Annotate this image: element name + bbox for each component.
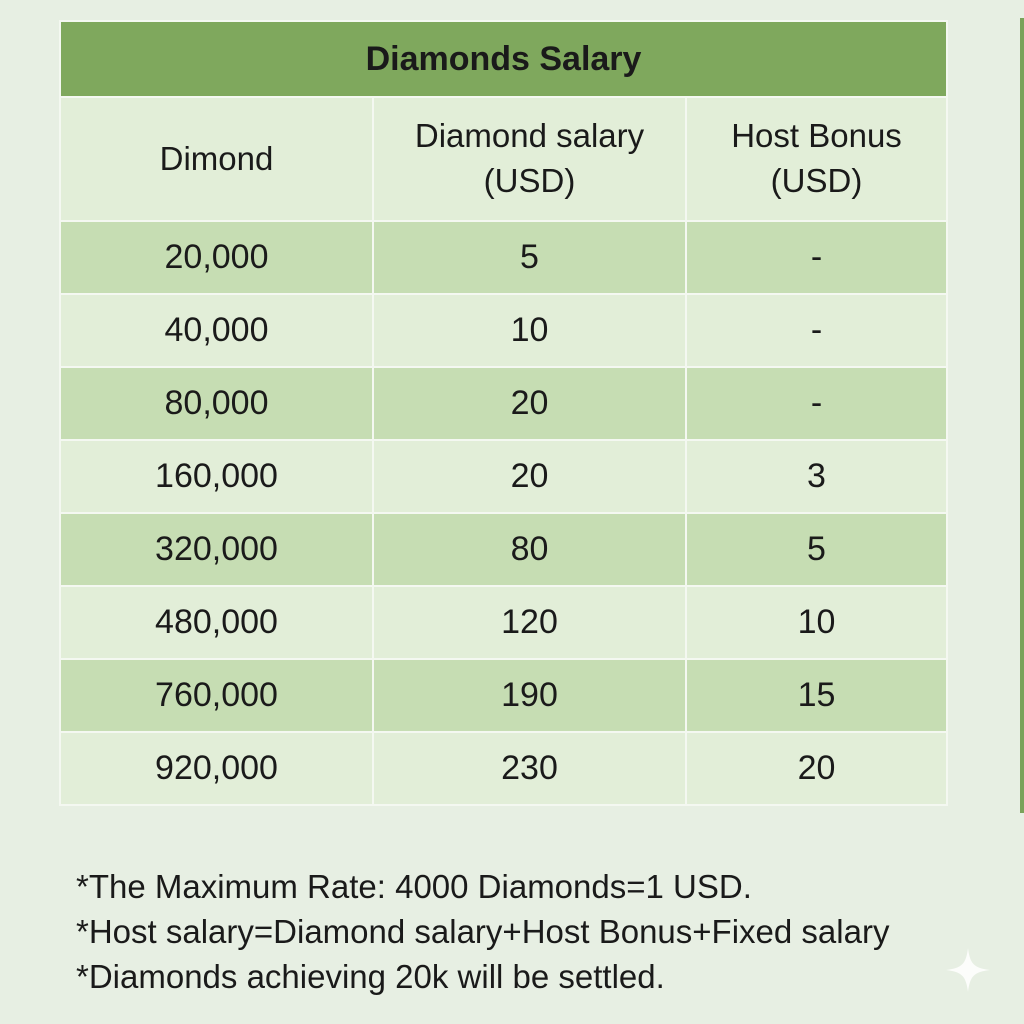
table-row: [60, 294, 947, 367]
column-header-host-bonus: Host Bonus (USD): [686, 97, 947, 221]
salary-table-container: [59, 20, 946, 806]
column-header-diamond-salary: Diamond salary (USD): [373, 97, 686, 221]
cell-diamonds: 480,000: [60, 586, 373, 659]
table-row: [60, 513, 947, 586]
cell-diamond-salary: 230: [373, 732, 686, 805]
cell-host-bonus: 20: [686, 732, 947, 805]
column-header-diamond: Dimond: [60, 97, 373, 221]
cell-host-bonus: 15: [686, 659, 947, 732]
cell-diamond-salary: 120: [373, 586, 686, 659]
cell-diamonds: 160,000: [60, 440, 373, 513]
cell-diamonds: 760,000: [60, 659, 373, 732]
footnote-settlement: *Diamonds achieving 20k will be settled.: [76, 958, 665, 995]
table-row: [60, 440, 947, 513]
sparkle-icon: [944, 946, 992, 994]
cell-diamond-salary: 5: [373, 221, 686, 294]
table-title-row: [60, 21, 947, 97]
table-row: [60, 367, 947, 440]
cell-host-bonus: 5: [686, 513, 947, 586]
table-title: Diamonds Salary: [60, 21, 947, 97]
salary-table: [59, 20, 948, 806]
footnote-max-rate: *The Maximum Rate: 4000 Diamonds=1 USD.: [76, 868, 752, 905]
cell-host-bonus: 10: [686, 586, 947, 659]
table-row: [60, 732, 947, 805]
cell-host-bonus: -: [686, 367, 947, 440]
cell-host-bonus: 3: [686, 440, 947, 513]
cell-diamonds: 20,000: [60, 221, 373, 294]
table-row: [60, 586, 947, 659]
cell-diamonds: 320,000: [60, 513, 373, 586]
cell-diamond-salary: 20: [373, 367, 686, 440]
table-row: [60, 659, 947, 732]
table-header-row: [60, 97, 947, 221]
cell-diamonds: 40,000: [60, 294, 373, 367]
right-edge-bar: [1020, 18, 1024, 813]
cell-diamond-salary: 10: [373, 294, 686, 367]
cell-diamond-salary: 20: [373, 440, 686, 513]
cell-diamonds: 80,000: [60, 367, 373, 440]
cell-host-bonus: -: [686, 294, 947, 367]
footnote-host-salary: *Host salary=Diamond salary+Host Bonus+Fixed salary: [76, 913, 890, 950]
cell-diamond-salary: 80: [373, 513, 686, 586]
cell-diamond-salary: 190: [373, 659, 686, 732]
cell-diamonds: 920,000: [60, 732, 373, 805]
cell-host-bonus: -: [686, 221, 947, 294]
table-row: [60, 221, 947, 294]
footnotes: [76, 864, 1016, 999]
